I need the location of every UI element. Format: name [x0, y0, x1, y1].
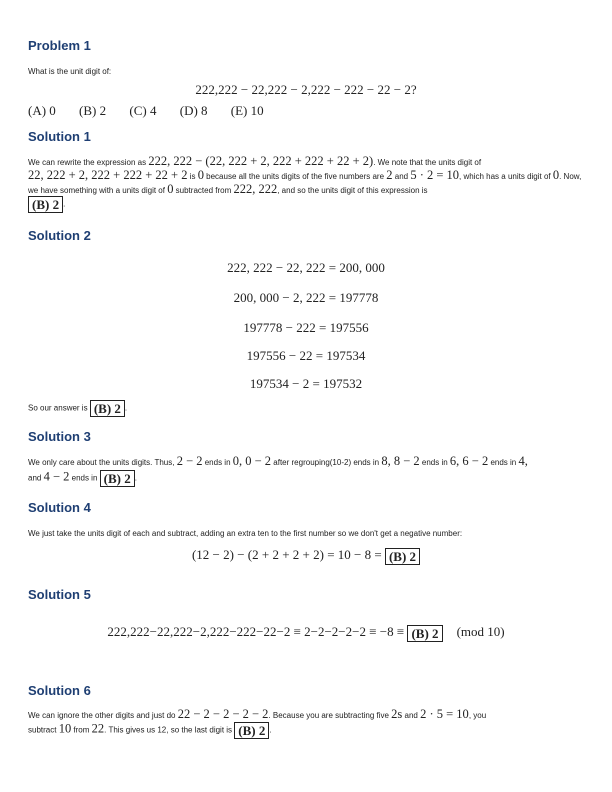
- text: and: [392, 172, 411, 181]
- equation-line: 197534 − 2 = 197532: [249, 376, 363, 391]
- text: ends in: [202, 458, 233, 467]
- math: 4,: [518, 454, 528, 468]
- text: because all the units digits of the five numbers are: [203, 172, 387, 181]
- text: from: [71, 725, 92, 735]
- text: is: [187, 172, 198, 181]
- math: 0: [167, 182, 174, 196]
- math: 10: [58, 721, 72, 736]
- math: 2s: [391, 707, 403, 721]
- equation-line: 222, 222 − 22, 222 = 200, 000: [227, 260, 385, 275]
- choice-d: (D) 8: [179, 103, 208, 118]
- math: 22 − 2 − 2 − 2 − 2: [177, 707, 269, 721]
- problem-expression: 222,222 − 22,222 − 2,222 − 222 − 22 − 2?: [195, 82, 417, 97]
- text: ends in: [69, 473, 100, 483]
- math: 22, 222 + 2, 222 + 222 + 22 + 2: [28, 168, 188, 182]
- math: 22: [91, 721, 105, 736]
- text: We can ignore the other digits and just do: [28, 711, 178, 720]
- text: and: [28, 473, 44, 483]
- text: . Because you are subtracting five: [268, 711, 392, 720]
- text: ends in: [488, 458, 519, 467]
- text: .: [134, 473, 137, 483]
- math: 0: [197, 168, 204, 182]
- math: 2 − 2: [176, 454, 203, 468]
- choice-c: (C) 4: [129, 103, 157, 118]
- problem-title: Problem 1: [28, 38, 91, 53]
- text: We only care about the units digits. Thus,: [28, 458, 177, 467]
- solution-1-answer: [28, 196, 588, 213]
- text: , which has a units digit of: [459, 172, 553, 181]
- choice-a: (A) 0: [28, 103, 56, 118]
- text: ends in: [419, 458, 450, 467]
- solution-4-text: We just take the units digit of each and subtract, adding an extra ten to the first number so we don't get a negative number:: [28, 529, 463, 538]
- text: We can rewrite the expression as: [28, 158, 149, 167]
- solution-3-answer: [28, 470, 588, 487]
- solution-6-title: Solution 6: [28, 683, 91, 698]
- answer-choices: [28, 103, 284, 119]
- boxed-answer: (B) 2: [90, 400, 125, 417]
- solution-3-text: [28, 455, 588, 469]
- equation-line: 197556 − 22 = 197534: [246, 348, 366, 363]
- math: (12 − 2) − (2 + 2 + 2 + 2) = 10 − 8 =: [191, 547, 385, 562]
- solution-3-title: Solution 3: [28, 429, 91, 444]
- solution-4-title: Solution 4: [28, 500, 91, 515]
- text: . Now, we have something with a units digit of: [28, 172, 582, 195]
- solution-5-title: Solution 5: [28, 587, 91, 602]
- choice-e: (E) 10: [230, 103, 264, 118]
- boxed-answer: (B) 2: [100, 470, 135, 487]
- math: 0: [552, 168, 560, 182]
- math: 6, 6 − 2: [449, 454, 489, 468]
- text: .: [63, 199, 66, 209]
- math: 5 · 2 = 10: [410, 168, 460, 182]
- solution-1-title: Solution 1: [28, 129, 91, 144]
- text: and: [402, 711, 421, 720]
- equation-line: 197778 − 222 = 197556: [243, 320, 369, 335]
- text: subtracted from: [173, 186, 234, 195]
- boxed-answer: (B) 2: [234, 722, 269, 739]
- math: 8, 8 − 2: [381, 454, 420, 468]
- math: 222,222−22,222−2,222−222−22−2 ≡ 2−2−2−2−2 ≡ −8 ≡: [107, 624, 408, 639]
- solution-4-equation: [0, 547, 612, 565]
- boxed-answer: (B) 2: [385, 548, 420, 565]
- boxed-answer: (B) 2: [407, 625, 442, 642]
- math: (mod 10): [456, 624, 505, 639]
- text: .: [124, 403, 128, 413]
- text: . We note that the units digit of: [373, 158, 482, 167]
- boxed-answer: (B) 2: [28, 196, 63, 213]
- math: 222, 222: [233, 182, 278, 196]
- text: , you: [468, 711, 487, 720]
- math: 2 · 5 = 10: [420, 707, 469, 721]
- problem-prompt: What is the unit digit of:: [28, 67, 112, 76]
- solution-2-title: Solution 2: [28, 228, 91, 243]
- solution-1-text: [28, 155, 588, 197]
- math: 0, 0 − 2: [232, 454, 272, 468]
- math: 222, 222 − (22, 222 + 2, 222 + 222 + 22 + 2): [148, 154, 374, 168]
- text: . This gives us 12, so the last digit is: [104, 725, 235, 735]
- text: .: [269, 725, 272, 735]
- math: 2: [386, 168, 393, 182]
- text: subtract: [28, 725, 59, 735]
- equation-line: 200, 000 − 2, 222 = 197778: [233, 290, 379, 305]
- text: So our answer is: [28, 403, 90, 413]
- text: , and so the units digit of this expression is: [277, 186, 428, 195]
- solution-6-text: [28, 708, 588, 739]
- solution-5-equation: [0, 624, 612, 642]
- choice-b: (B) 2: [79, 103, 107, 118]
- text: after regrouping(10-2) ends in: [271, 458, 382, 467]
- solution-2-answer: [28, 400, 588, 417]
- math: 4 − 2: [43, 469, 70, 484]
